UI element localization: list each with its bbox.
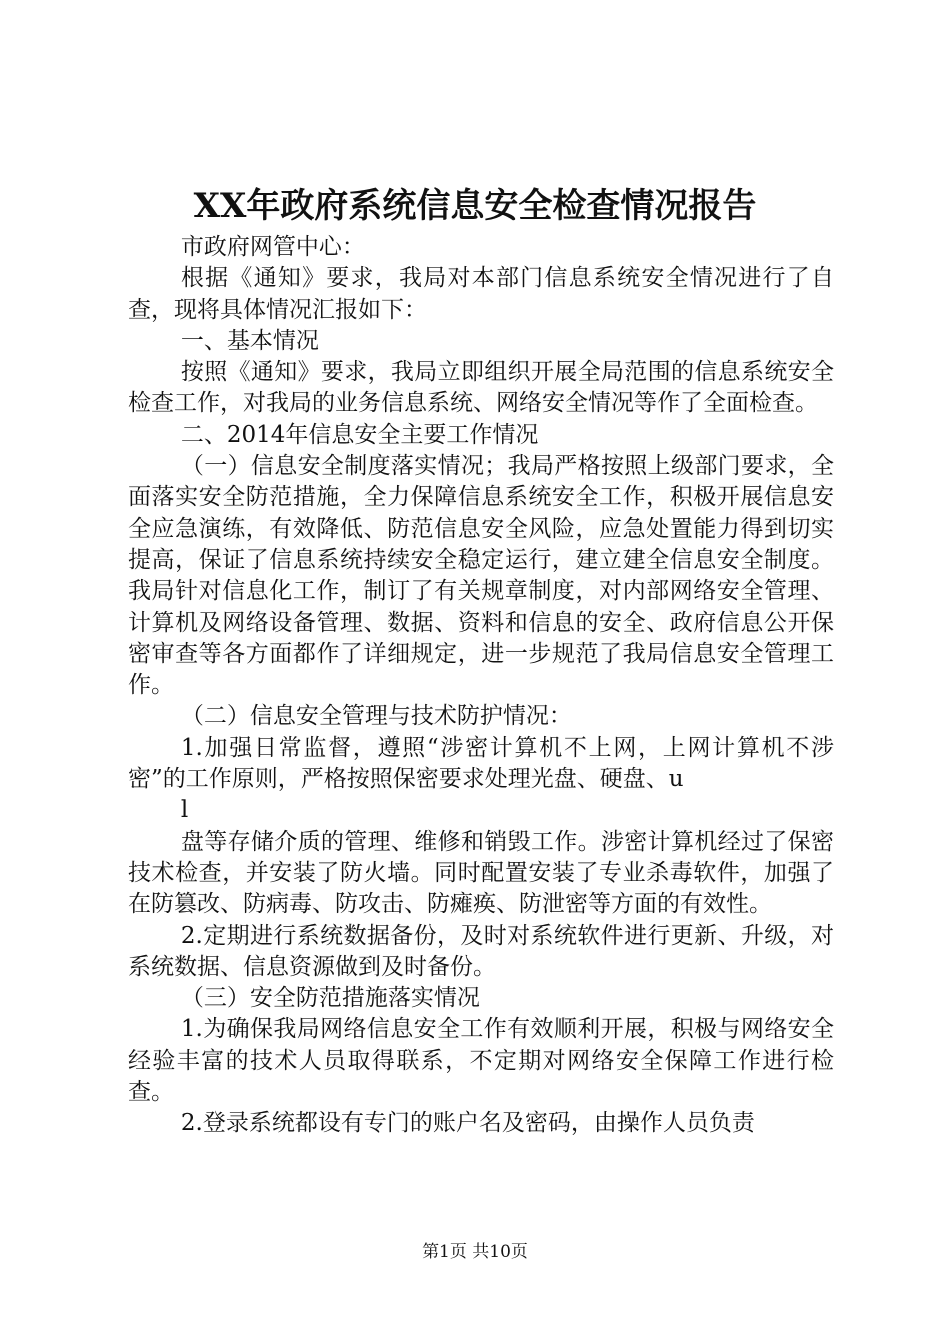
document-title: XX年政府系统信息安全检查情况报告 — [193, 186, 757, 226]
paragraph-fragment: l — [180, 797, 189, 824]
heading-management-protection: （二）信息安全管理与技术防护情况： — [180, 703, 572, 730]
page-number: 第1页 共10页 — [422, 1242, 528, 1262]
heading-security-measures: （三）安全防范措施落实情况 — [180, 985, 480, 1012]
heading-basic-situation: 一、基本情况 — [180, 327, 319, 354]
paragraph-storage-media: 盘等存储介质的管理、维修和销毁工作。涉密计算机经过了保密技术检查，并安装了防火墙。同时配置安装了专业杀毒软件，加强了在防篡改、防病毒、防攻击、防瘫痪、防泄密等方面的有效性。 — [128, 828, 834, 918]
paragraph-measure-1: 1.为确保我局网络信息安全工作有效顺利开展，积极与网络安全经验丰富的技术人员取得联系，不定期对网络安全保障工作进行检查。 — [128, 1016, 834, 1106]
paragraph-intro: 根据《通知》要求，我局对本部门信息系统安全情况进行了自查，现将具体情况汇报如下： — [128, 265, 834, 323]
paragraph-basic-situation: 按照《通知》要求，我局立即组织开展全局范围的信息系统安全检查工作，对我局的业务信息系统、网络安全情况等作了全面检查。 — [128, 359, 834, 417]
heading-main-work: 二、2014年信息安全主要工作情况 — [180, 421, 539, 448]
paragraph-system-implementation: （一）信息安全制度落实情况；我局严格按照上级部门要求，全面落实安全防范措施，全力保障信息系统安全工作，积极开展信息安全应急演练，有效降低、防范信息安全风险，应急处置能力得到切实提高，保证了信息系统持续安全稳定运行，建立建全信息安全制度。我局针对信息化工作，制订了有关规章制度，对内部网络安全管理、计算机及网络设备管理、数据、资料和信息的安全、政府信息公开保密审查等各方面都作了详细规定，进一步规范了我局信息安全管理工作。 — [128, 453, 834, 699]
paragraph-item-2: 2.定期进行系统数据备份，及时对系统软件进行更新、升级，对系统数据、信息资源做到及时备份。 — [128, 922, 834, 980]
document-body — [128, 232, 834, 1140]
paragraph-addressee: 市政府网管中心： — [180, 234, 365, 260]
paragraph-measure-2: 2.登录系统都设有专门的账户名及密码，由操作人员负责 — [180, 1110, 755, 1137]
paragraph-item-1: 1.加强日常监督，遵照“涉密计算机不上网，上网计算机不涉密”的工作原则，严格按照保密要求处理光盘、硬盘、u — [128, 734, 834, 793]
